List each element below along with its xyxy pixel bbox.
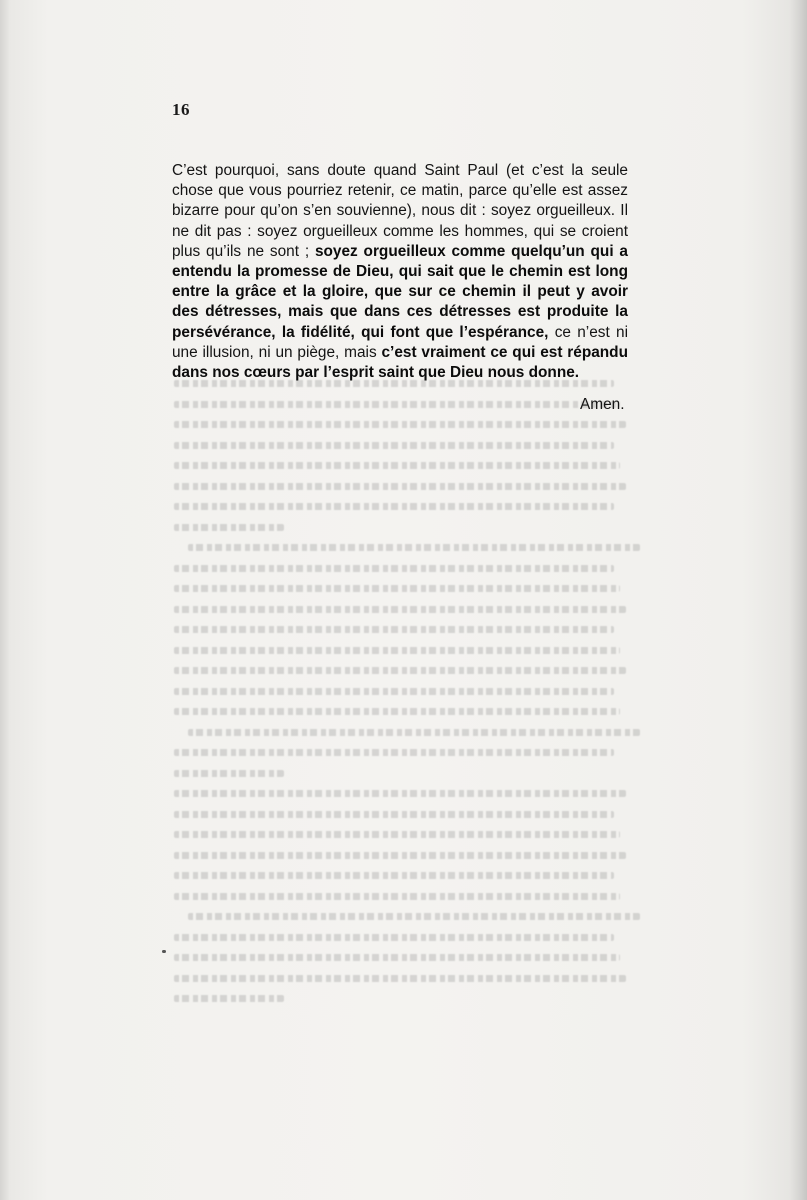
bleed-line <box>188 544 640 551</box>
bleed-line <box>174 688 614 695</box>
bleed-line <box>174 503 614 510</box>
bleed-line <box>174 995 284 1002</box>
bleed-line <box>174 626 614 633</box>
binding-shadow <box>0 0 10 1200</box>
bleed-line <box>174 462 620 469</box>
bleed-line <box>188 913 640 920</box>
bleed-line <box>188 729 640 736</box>
bleed-line <box>174 708 620 715</box>
bleed-line <box>174 442 614 449</box>
page-number: 16 <box>172 100 190 119</box>
sermon-paragraph <box>172 161 628 383</box>
bleed-line <box>174 606 626 613</box>
bleed-line <box>174 954 620 961</box>
bleed-line <box>174 565 614 572</box>
paragraph-middle: ce n’est ni une illusion, ni un piège, mais <box>172 323 628 361</box>
bleed-line <box>174 975 626 982</box>
closing-amen: Amen. <box>580 396 625 413</box>
page-edge-shadow <box>789 0 807 1200</box>
paragraph-start: C’est pourquoi, sans doute quand Saint Paul (et c’est la seule chose que vous pourriez retenir, ce matin, parce qu’elle est assez bizarre pour qu’on s’en souvienne), nous dit : soyez orgueilleux. Il ne dit pas : soyez orgueilleux comme les hommes, qui se croient plus qu’ils ne sont ; <box>172 162 628 260</box>
bleed-line <box>174 852 626 859</box>
paper-speck <box>162 950 166 953</box>
bleed-through-text <box>174 380 634 1020</box>
bleed-line <box>174 585 620 592</box>
bleed-line <box>174 421 626 428</box>
bleed-line <box>174 872 614 879</box>
bleed-line <box>174 524 284 531</box>
paragraph-bold-2: c’est vraiment ce qui est répandu dans nos cœurs par l’esprit saint que Dieu nous donne. <box>172 343 628 382</box>
bleed-line <box>174 647 620 654</box>
bleed-line <box>174 893 620 900</box>
bleed-line <box>174 934 614 941</box>
bleed-line <box>174 667 626 674</box>
bleed-line <box>174 770 284 777</box>
bleed-line <box>174 401 620 408</box>
bleed-line <box>174 483 626 490</box>
bleed-line <box>174 749 614 756</box>
bleed-line <box>174 790 626 797</box>
bleed-line <box>174 811 614 818</box>
bleed-line <box>174 831 620 838</box>
paragraph-bold-1: soyez orgueilleux comme quelqu’un qui a entendu la promesse de Dieu, qui sait que le chemin est long entre la grâce et la gloire, que sur ce chemin il peut y avoir des détresses, mais que dans ces détresses est produite la persévérance, la fidélité, qui font que l’espérance, <box>172 242 628 341</box>
